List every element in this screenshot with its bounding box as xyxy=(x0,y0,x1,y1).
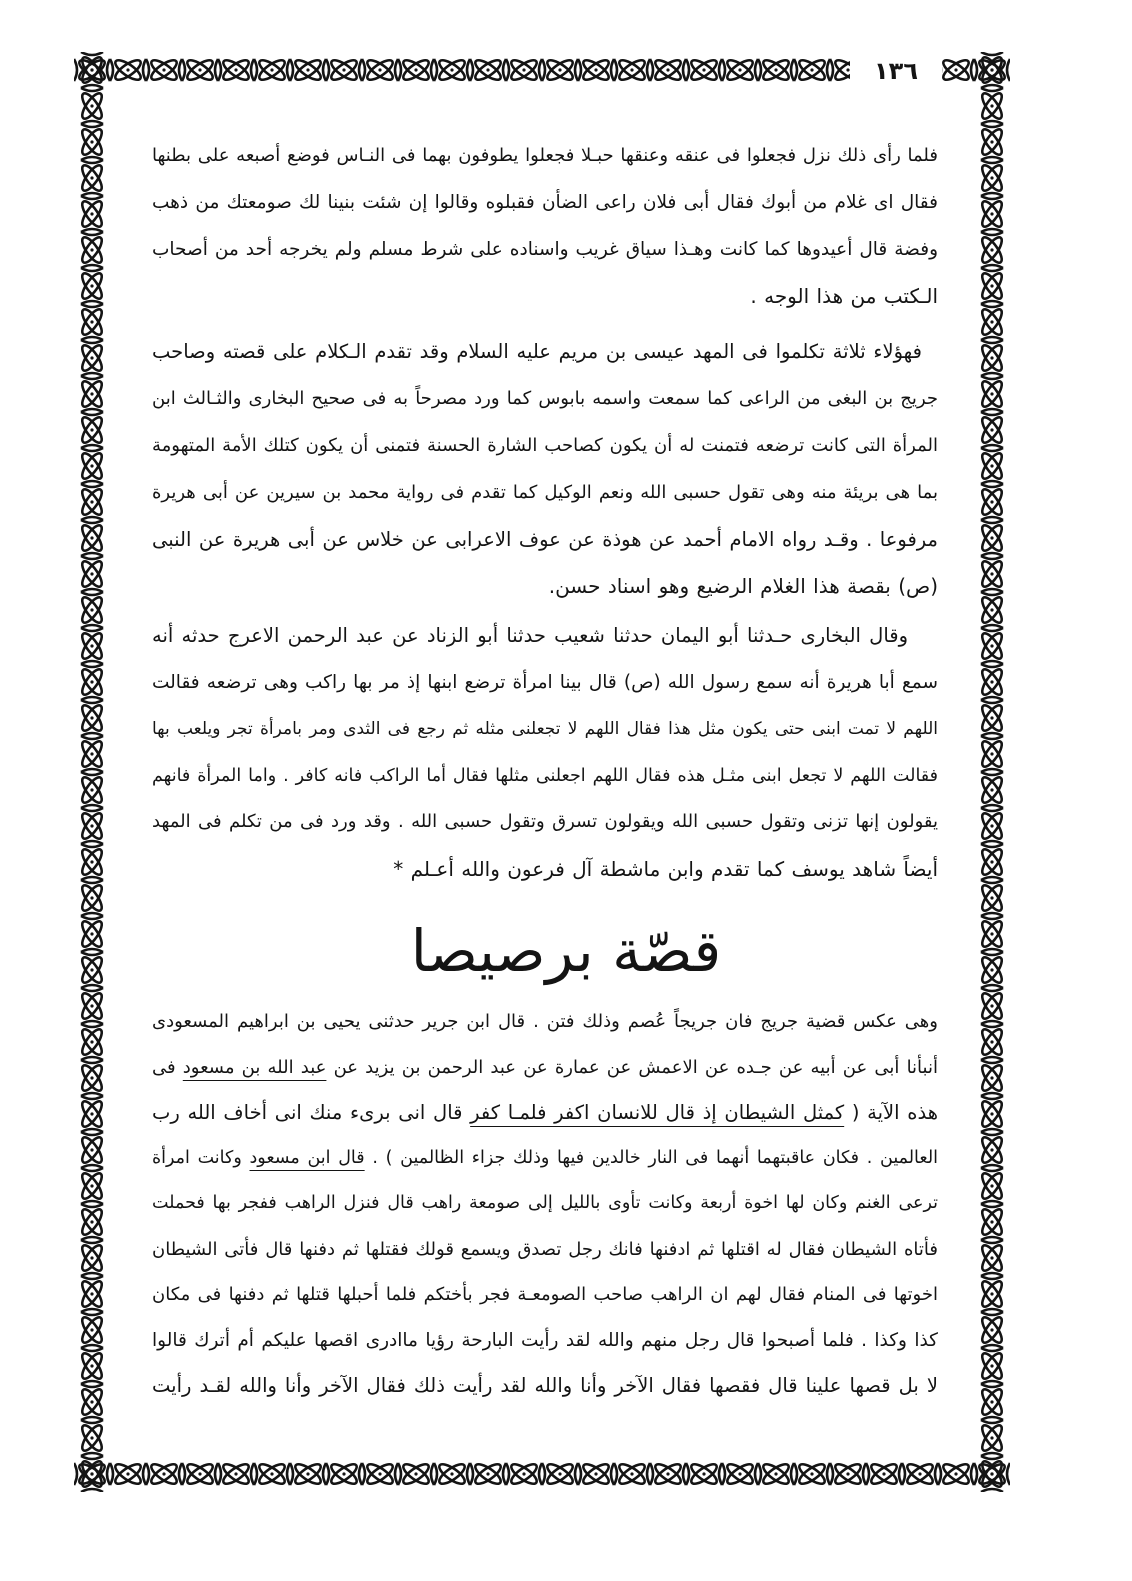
underlined-name: عبد الله بن مسعود xyxy=(182,1056,327,1078)
text-segment: فى xyxy=(152,1056,183,1078)
paragraph-2 xyxy=(152,328,938,610)
paragraph-3 xyxy=(152,613,938,892)
text-line: ترعى الغنم وكان لها اخوة أربعة وكانت تأوى بالليل إلى صومعة راهب قال فنزل الراهب ففجر بها فحملت xyxy=(152,1193,938,1213)
text-line: الـكتب من هذا الوجه . xyxy=(750,284,938,308)
text-line: اخوتها فى المنام فقال لهم ان الراهب صاحب الصومعـة فجر بأختكم فلما أحبلها قتلها ثم دفنها فى مكان xyxy=(152,1284,938,1305)
underlined-verse: كمثل الشيطان إذ قال للانسان اكفر فلمـا كفر xyxy=(470,1101,845,1124)
text-line: أيضاً شاهد يوسف كما تقدم وابن ماشطة آل فرعون والله أعـلم * xyxy=(393,856,938,881)
text-line xyxy=(152,1136,938,1182)
text-line: فقالت اللهم لا تجعل ابنى مثـل هذه فقال اللهم اجعلنى مثلها فقال أما الراكب فانه كافر . واما المرأة فانهم xyxy=(152,765,938,786)
text-segment: هذه الآية ( xyxy=(844,1101,938,1124)
text-line: فأتاه الشيطان فقال له اقتلها ثم ادفنها فانك رجل تصدق ويسمع قولك فقتلها ثم دفنها قال فأتى الشيطان xyxy=(152,1238,938,1260)
text-line: لا بل قصها علينا قال فقصها فقال الآخر وأنا والله لقد رأيت ذلك فقال الآخر وأنا والله لقـد رأيت xyxy=(152,1374,938,1397)
page-number: ١٣٦ xyxy=(874,57,918,85)
story-paragraph xyxy=(152,999,938,1409)
text-line: (ص) بقصة هذا الغلام الرضيع وهو اسناد حسن. xyxy=(548,574,938,598)
text-segment: قال انى برىء منك انى أخاف الله رب xyxy=(152,1101,471,1124)
text-line: وفضة قال أعيدوها كما كانت وهـذا سياق غريب واسناده على شرط مسلم ولم يخرجه أحد من أصحاب xyxy=(152,239,938,260)
text-line: جريج بن البغى من الراعى كما سمعت واسمه بابوس كما ورد مصرحاً به فى صحيح البخارى والثـالث ابن xyxy=(152,388,938,409)
border-bottom xyxy=(74,1456,1010,1492)
text-line: اللهم لا تمت ابنى حتى يكون مثل هذا فقال اللهم لا تجعلنى مثله ثم رجع فى الثدى ومر بامرأة تجر ويلعب بها xyxy=(152,719,938,739)
text-segment: وكانت امرأة xyxy=(152,1147,250,1168)
underlined-name: قال ابن مسعود xyxy=(249,1147,365,1168)
border-right xyxy=(974,52,1010,1492)
text-line: فهؤلاء ثلاثة تكلموا فى المهد عيسى بن مريم عليه السلام وقد تقدم الـكلام على قصته وصاحب xyxy=(152,340,922,363)
text-line: وقال البخارى حـدثنا أبو اليمان حدثنا شعيب حدثنا أبو الزناد عن عبد الرحمن الاعرج حدثه أنه xyxy=(152,624,908,647)
text-line: كذا وكذا . فلما أصبحوا قال رجل منهم والله لقد رأيت البارحة رؤيا ماادرى اقصها عليكم أم أترك قالوا xyxy=(152,1329,938,1351)
text-segment: أنبأنا أبى عن أبيه عن جـده عن الاعمش عن عمارة عن عبد الرحمن بن يزيد عن xyxy=(326,1056,938,1078)
paragraph-1 xyxy=(152,132,938,320)
text-line: المرأة التى كانت ترضعه فتمنت له أن يكون كصاحب الشارة الحسنة فتمنى أن يكون كتلك الأمة المتهومة xyxy=(152,435,938,456)
text-line: وهى عكس قضية جريج فان جريجاً عُصم وذلك فتن . قال ابن جرير حدثنى يحيى بن ابراهيم المسعودى xyxy=(152,1011,938,1032)
text-line xyxy=(152,1090,938,1136)
text-line: سمع أبا هريرة أنه سمع رسول الله (ص) قال بينا امرأة ترضع ابنها إذ مر بها راكب وهى ترضعه فقالت xyxy=(152,671,938,693)
text-line: بما هى بريئة منه وهى تقول حسبى الله ونعم الوكيل كما تقدم فى رواية محمد بن سيرين عن أبى هريرة xyxy=(152,482,938,503)
text-line: يقولون إنها تزنى وتقول حسبى الله ويقولون تسرق وتقول حسبى الله . وقد ورد فى من تكلم فى المهد xyxy=(152,811,938,832)
text-line: مرفوعا . وقـد رواه الامام أحمد عن هوذة عن عوف الاعرابى عن خلاس عن أبى هريرة عن النبى xyxy=(152,528,938,551)
text-line: فقال اى غلام من أبوك فقال أبى فلان راعى الضأن فقبلوه وقالوا إن شئت بنينا لك صومعتك من ذهب xyxy=(152,192,938,213)
border-left xyxy=(74,52,110,1492)
text-line xyxy=(152,1045,938,1091)
section-title: قصّة برصيصا xyxy=(410,917,722,985)
text-segment: العالمين . فكان عاقبتهما أنهما فى النار خالدين فيها وذلك جزاء الظالمين ) . xyxy=(364,1147,938,1168)
text-line: فلما رأى ذلك نزل فجعلوا فى عنقه وعنقها حبـلا فجعلوا يطوفون بهما فى النـاس فوضع أصبعه على بطنها xyxy=(152,145,938,166)
